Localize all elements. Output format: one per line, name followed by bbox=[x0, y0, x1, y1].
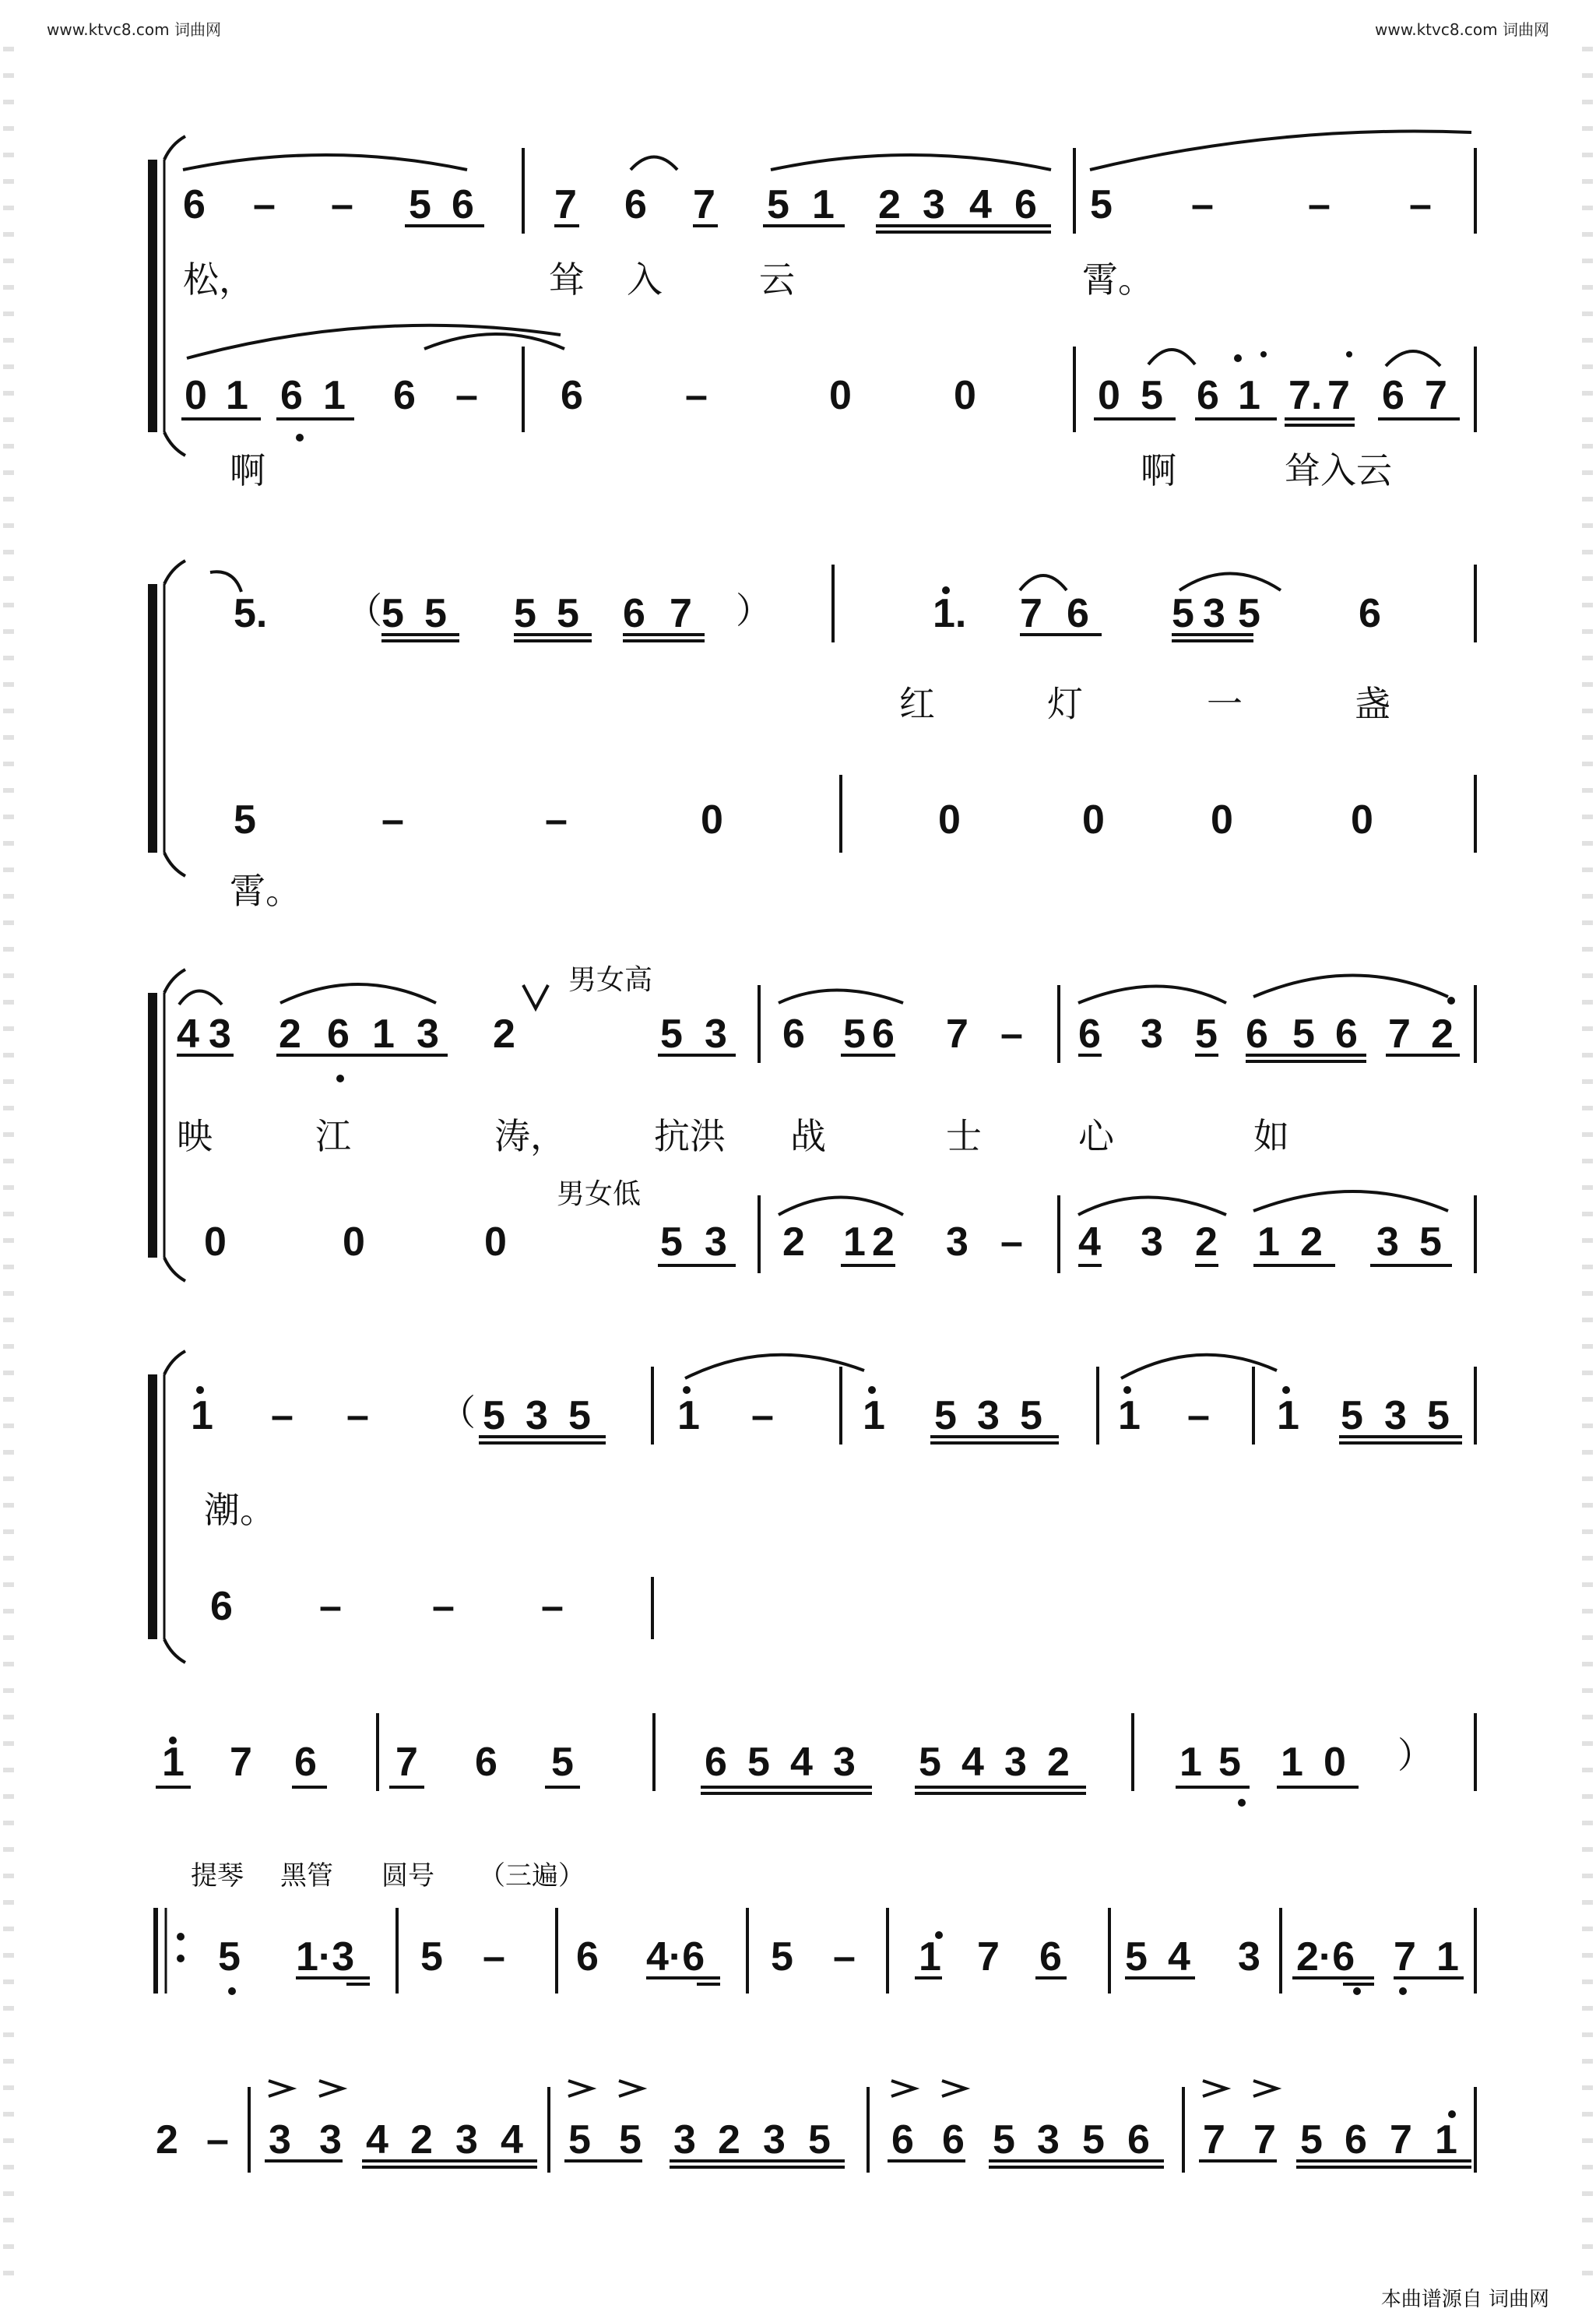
svg-text:6: 6 bbox=[327, 1012, 350, 1057]
svg-text:1: 1 bbox=[1436, 1934, 1459, 1979]
svg-text:–: – bbox=[319, 1584, 342, 1629]
svg-text:5: 5 bbox=[843, 1012, 866, 1057]
svg-text:2: 2 bbox=[410, 2117, 433, 2162]
svg-text:啊: 啊 bbox=[230, 449, 265, 491]
svg-text:6: 6 bbox=[280, 373, 303, 418]
svg-text:映: 映 bbox=[177, 1115, 213, 1157]
svg-text:1·3: 1·3 bbox=[296, 1934, 355, 1979]
svg-text:入: 入 bbox=[627, 259, 663, 301]
svg-text:3: 3 bbox=[923, 182, 945, 227]
svg-text:4: 4 bbox=[790, 1740, 813, 1785]
svg-text:–: – bbox=[545, 797, 568, 843]
svg-text:江: 江 bbox=[315, 1115, 351, 1157]
svg-text:7: 7 bbox=[1390, 2117, 1412, 2162]
svg-text:0: 0 bbox=[1211, 797, 1233, 843]
svg-text:1: 1 bbox=[323, 373, 346, 418]
svg-text:1: 1 bbox=[1257, 1219, 1280, 1265]
svg-text:–: – bbox=[455, 373, 478, 418]
svg-text:0: 0 bbox=[343, 1219, 365, 1265]
svg-text:5: 5 bbox=[568, 1393, 591, 1438]
svg-text:7: 7 bbox=[1388, 1012, 1411, 1057]
svg-text:6: 6 bbox=[623, 591, 645, 636]
svg-text:3: 3 bbox=[1203, 591, 1225, 636]
svg-text:5: 5 bbox=[1238, 591, 1260, 636]
svg-text:霄。: 霄。 bbox=[230, 870, 301, 912]
svg-text:7: 7 bbox=[1425, 373, 1447, 418]
svg-text:如: 如 bbox=[1253, 1115, 1289, 1157]
svg-text:5: 5 bbox=[919, 1740, 941, 1785]
svg-text:3: 3 bbox=[417, 1012, 439, 1057]
svg-text:0: 0 bbox=[185, 373, 207, 418]
svg-text:涛，: 涛， bbox=[494, 1115, 566, 1157]
svg-text:5: 5 bbox=[1125, 1934, 1148, 1979]
svg-text:5: 5 bbox=[409, 182, 431, 227]
svg-text:5: 5 bbox=[483, 1393, 505, 1438]
svg-text:5: 5 bbox=[1141, 373, 1163, 418]
svg-text:0: 0 bbox=[829, 373, 852, 418]
svg-text:7: 7 bbox=[1394, 1934, 1416, 1979]
svg-text:士: 士 bbox=[946, 1115, 982, 1157]
svg-text:0: 0 bbox=[938, 797, 961, 843]
svg-text:3: 3 bbox=[1141, 1219, 1163, 1265]
system-1-bracket bbox=[153, 136, 185, 456]
svg-text:4·6: 4·6 bbox=[646, 1934, 705, 1979]
footer-source[interactable]: 本曲谱源自 词曲网 bbox=[1380, 2288, 1549, 2311]
svg-text:1: 1 bbox=[812, 182, 835, 227]
svg-text:0: 0 bbox=[1351, 797, 1373, 843]
svg-text:2: 2 bbox=[493, 1012, 515, 1057]
svg-text:1: 1 bbox=[162, 1740, 185, 1785]
svg-text:5: 5 bbox=[1020, 1393, 1042, 1438]
svg-text:耸: 耸 bbox=[549, 259, 585, 301]
svg-text:霄。: 霄。 bbox=[1082, 259, 1154, 301]
svg-text:3: 3 bbox=[269, 2117, 291, 2162]
svg-text:–: – bbox=[432, 1584, 455, 1629]
svg-text:3: 3 bbox=[526, 1393, 548, 1438]
svg-text:7: 7 bbox=[1327, 373, 1350, 418]
svg-text:–: – bbox=[271, 1393, 294, 1438]
svg-text:5: 5 bbox=[767, 182, 789, 227]
system-4-bracket bbox=[153, 1351, 185, 1663]
svg-text:7.: 7. bbox=[1288, 373, 1323, 418]
svg-text:5: 5 bbox=[218, 1934, 241, 1979]
svg-text:6: 6 bbox=[294, 1740, 317, 1785]
svg-text:6: 6 bbox=[1014, 182, 1037, 227]
svg-text:1: 1 bbox=[677, 1393, 700, 1438]
svg-text:4: 4 bbox=[366, 2117, 388, 2162]
svg-text:6: 6 bbox=[1359, 591, 1381, 636]
svg-text:5: 5 bbox=[234, 797, 256, 843]
svg-text:7: 7 bbox=[977, 1934, 1000, 1979]
svg-text:6: 6 bbox=[1197, 373, 1219, 418]
svg-text:5: 5 bbox=[1090, 182, 1113, 227]
svg-text:圆号: 圆号 bbox=[381, 1860, 434, 1891]
svg-text:3: 3 bbox=[1384, 1393, 1407, 1438]
svg-text:2: 2 bbox=[279, 1012, 301, 1057]
svg-text:5: 5 bbox=[551, 1740, 574, 1785]
svg-text:3: 3 bbox=[705, 1219, 727, 1265]
svg-text:0: 0 bbox=[484, 1219, 507, 1265]
svg-text:–: – bbox=[1187, 1393, 1210, 1438]
svg-text:–: – bbox=[541, 1584, 564, 1629]
svg-text:6: 6 bbox=[891, 2117, 914, 2162]
svg-text:提琴: 提琴 bbox=[191, 1860, 244, 1891]
header-right-site[interactable]: www.ktvc8.com 词曲网 bbox=[1374, 20, 1549, 39]
svg-text:5: 5 bbox=[420, 1934, 443, 1979]
svg-text:6: 6 bbox=[705, 1740, 727, 1785]
svg-text:3: 3 bbox=[1141, 1012, 1163, 1057]
svg-text:2: 2 bbox=[156, 2117, 178, 2162]
svg-text:–: – bbox=[206, 2117, 229, 2162]
svg-text:3: 3 bbox=[1004, 1740, 1027, 1785]
svg-text:7: 7 bbox=[1203, 2117, 1225, 2162]
svg-text:–: – bbox=[381, 797, 404, 843]
svg-text:6: 6 bbox=[561, 373, 583, 418]
svg-text:0: 0 bbox=[1098, 373, 1120, 418]
svg-text:7: 7 bbox=[670, 591, 692, 636]
svg-text:5: 5 bbox=[934, 1393, 957, 1438]
svg-text:（三遍）: （三遍） bbox=[479, 1860, 585, 1891]
svg-text:0: 0 bbox=[1324, 1740, 1346, 1785]
svg-text:啊: 啊 bbox=[1141, 449, 1176, 491]
svg-text:0: 0 bbox=[1082, 797, 1105, 843]
svg-text:1: 1 bbox=[1277, 1393, 1299, 1438]
svg-text:5.: 5. bbox=[234, 591, 268, 636]
system-2-bracket bbox=[153, 561, 185, 876]
svg-text:–: – bbox=[483, 1934, 505, 1979]
svg-text:6: 6 bbox=[782, 1012, 805, 1057]
svg-text:5: 5 bbox=[568, 2117, 591, 2162]
svg-text:3: 3 bbox=[455, 2117, 478, 2162]
svg-text:男女高: 男女高 bbox=[568, 964, 653, 996]
svg-text:–: – bbox=[1000, 1012, 1023, 1057]
svg-text:3: 3 bbox=[1238, 1934, 1260, 1979]
svg-text:一: 一 bbox=[1207, 683, 1243, 725]
svg-text:–: – bbox=[331, 182, 353, 227]
svg-text:5: 5 bbox=[514, 591, 536, 636]
header-left-site[interactable]: www.ktvc8.com 词曲网 bbox=[47, 20, 222, 39]
svg-text:6: 6 bbox=[872, 1012, 895, 1057]
svg-text:2: 2 bbox=[1431, 1012, 1454, 1057]
svg-text:–: – bbox=[1191, 182, 1214, 227]
svg-text:1: 1 bbox=[191, 1393, 213, 1438]
svg-text:耸入云: 耸入云 bbox=[1285, 449, 1392, 491]
svg-text:5: 5 bbox=[1195, 1012, 1218, 1057]
svg-text:7: 7 bbox=[395, 1740, 418, 1785]
svg-text:6: 6 bbox=[624, 182, 647, 227]
lyric: 松， bbox=[183, 259, 255, 301]
svg-text:1: 1 bbox=[843, 1219, 866, 1265]
svg-text:1: 1 bbox=[1238, 373, 1260, 418]
svg-text:2: 2 bbox=[1047, 1740, 1070, 1785]
svg-text:）: ） bbox=[1397, 1734, 1433, 1776]
svg-text:（: （ bbox=[440, 1392, 476, 1434]
svg-text:6: 6 bbox=[942, 2117, 965, 2162]
svg-text:黑管: 黑管 bbox=[280, 1860, 333, 1891]
svg-text:1.: 1. bbox=[933, 591, 967, 636]
svg-text:6: 6 bbox=[1127, 2117, 1150, 2162]
svg-text:5: 5 bbox=[660, 1219, 683, 1265]
svg-text:1: 1 bbox=[1179, 1740, 1202, 1785]
svg-text:6: 6 bbox=[1039, 1934, 1062, 1979]
svg-text:1: 1 bbox=[226, 373, 248, 418]
svg-text:6: 6 bbox=[576, 1934, 599, 1979]
svg-text:6: 6 bbox=[1345, 2117, 1367, 2162]
svg-text:3: 3 bbox=[209, 1012, 231, 1057]
svg-text:心: 心 bbox=[1078, 1115, 1114, 1157]
svg-text:6: 6 bbox=[1067, 591, 1089, 636]
svg-text:抗洪: 抗洪 bbox=[654, 1115, 726, 1157]
svg-text:5: 5 bbox=[1341, 1393, 1363, 1438]
svg-text:6: 6 bbox=[475, 1740, 497, 1785]
svg-text:7: 7 bbox=[230, 1740, 252, 1785]
svg-text:4: 4 bbox=[961, 1740, 984, 1785]
svg-text:3: 3 bbox=[705, 1012, 727, 1057]
svg-text:4: 4 bbox=[969, 182, 992, 227]
svg-text:5: 5 bbox=[1292, 1012, 1315, 1057]
svg-text:男女低: 男女低 bbox=[557, 1178, 642, 1210]
svg-text:6: 6 bbox=[1078, 1012, 1101, 1057]
svg-text:盏: 盏 bbox=[1355, 683, 1390, 725]
svg-text:–: – bbox=[1000, 1219, 1023, 1265]
svg-text:1: 1 bbox=[1435, 2117, 1457, 2162]
svg-text:3: 3 bbox=[946, 1219, 968, 1265]
svg-text:（: （ bbox=[346, 589, 382, 632]
svg-text:7: 7 bbox=[946, 1012, 968, 1057]
svg-text:5: 5 bbox=[660, 1012, 683, 1057]
svg-text:1: 1 bbox=[1118, 1393, 1141, 1438]
svg-text:2: 2 bbox=[718, 2117, 740, 2162]
svg-text:–: – bbox=[1308, 182, 1331, 227]
svg-text:6: 6 bbox=[1335, 1012, 1358, 1057]
svg-text:云: 云 bbox=[759, 259, 795, 301]
svg-text:1: 1 bbox=[919, 1934, 941, 1979]
svg-text:5: 5 bbox=[557, 591, 579, 636]
svg-text:5: 5 bbox=[771, 1934, 793, 1979]
svg-text:–: – bbox=[253, 182, 276, 227]
svg-text:7: 7 bbox=[1253, 2117, 1276, 2162]
svg-text:3: 3 bbox=[833, 1740, 856, 1785]
svg-text:5: 5 bbox=[381, 591, 404, 636]
svg-text:4: 4 bbox=[501, 2117, 523, 2162]
svg-text:2: 2 bbox=[878, 182, 901, 227]
svg-text:红: 红 bbox=[899, 683, 935, 725]
svg-text:5: 5 bbox=[1300, 2117, 1323, 2162]
svg-text:3: 3 bbox=[1037, 2117, 1060, 2162]
svg-text:5: 5 bbox=[1427, 1393, 1450, 1438]
svg-text:–: – bbox=[1409, 182, 1432, 227]
svg-text:6: 6 bbox=[393, 373, 416, 418]
svg-text:潮。: 潮。 bbox=[204, 1489, 276, 1531]
svg-text:5: 5 bbox=[1419, 1219, 1442, 1265]
svg-text:–: – bbox=[685, 373, 708, 418]
svg-text:4: 4 bbox=[177, 1012, 199, 1057]
svg-text:6: 6 bbox=[183, 182, 206, 227]
svg-text:3: 3 bbox=[763, 2117, 786, 2162]
svg-text:2: 2 bbox=[1195, 1219, 1218, 1265]
svg-text:0: 0 bbox=[701, 797, 723, 843]
svg-text:3: 3 bbox=[319, 2117, 342, 2162]
svg-text:4: 4 bbox=[1168, 1934, 1190, 1979]
svg-text:6: 6 bbox=[1382, 373, 1404, 418]
svg-text:1: 1 bbox=[372, 1012, 395, 1057]
svg-text:7: 7 bbox=[554, 182, 577, 227]
svg-text:5: 5 bbox=[747, 1740, 770, 1785]
svg-text:7: 7 bbox=[1020, 591, 1042, 636]
svg-text:3: 3 bbox=[673, 2117, 696, 2162]
svg-text:5: 5 bbox=[619, 2117, 642, 2162]
svg-text:–: – bbox=[751, 1393, 774, 1438]
svg-text:1: 1 bbox=[863, 1393, 885, 1438]
svg-text:5: 5 bbox=[424, 591, 447, 636]
svg-text:2: 2 bbox=[782, 1219, 805, 1265]
svg-text:6: 6 bbox=[452, 182, 474, 227]
svg-text:战: 战 bbox=[790, 1115, 826, 1157]
svg-text:5: 5 bbox=[808, 2117, 831, 2162]
svg-text:）: ） bbox=[736, 589, 772, 632]
svg-text:5: 5 bbox=[1218, 1740, 1241, 1785]
svg-text:–: – bbox=[346, 1393, 369, 1438]
svg-text:3: 3 bbox=[977, 1393, 1000, 1438]
svg-text:5: 5 bbox=[993, 2117, 1015, 2162]
svg-text:6: 6 bbox=[210, 1584, 233, 1629]
svg-text:6: 6 bbox=[1246, 1012, 1268, 1057]
svg-text:3: 3 bbox=[1376, 1219, 1399, 1265]
svg-text:2: 2 bbox=[1300, 1219, 1323, 1265]
svg-text:0: 0 bbox=[204, 1219, 227, 1265]
svg-text:7: 7 bbox=[693, 182, 715, 227]
svg-text:2: 2 bbox=[872, 1219, 895, 1265]
svg-text:5: 5 bbox=[1172, 591, 1194, 636]
svg-text:1: 1 bbox=[1281, 1740, 1303, 1785]
svg-text:5: 5 bbox=[1082, 2117, 1105, 2162]
svg-text:灯: 灯 bbox=[1047, 683, 1083, 725]
svg-text:–: – bbox=[833, 1934, 856, 1979]
svg-text:2·6: 2·6 bbox=[1296, 1934, 1355, 1979]
svg-text:0: 0 bbox=[954, 373, 976, 418]
svg-text:4: 4 bbox=[1078, 1219, 1101, 1265]
